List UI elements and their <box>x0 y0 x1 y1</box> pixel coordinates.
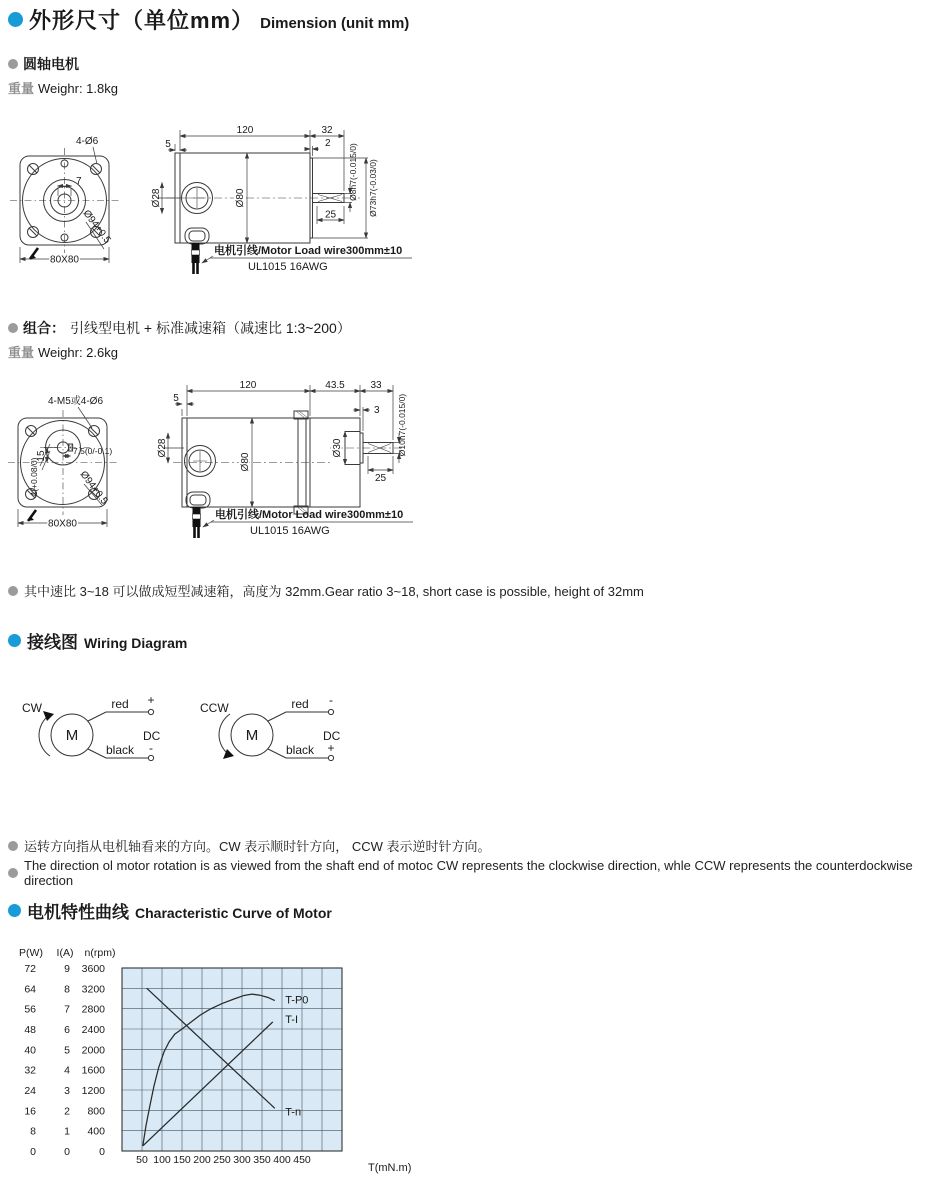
blue-bullet-icon <box>8 634 21 647</box>
dim-label: 2 <box>325 138 331 149</box>
wire-label-line1: 电机引线/Motor Load wire300mm±10 <box>215 509 404 521</box>
y-tick-label: 6 <box>64 1024 70 1036</box>
ccw-dc-label: DC <box>323 729 341 743</box>
dim-label: Ø94+0.5 <box>80 208 113 246</box>
dim-label: 4-M5或4-Ø6 <box>48 396 104 407</box>
y-tick-label: 24 <box>24 1085 36 1097</box>
combination-title-rest: 引线型电机 + 标准减速箱（减速比 1:3~200） <box>70 320 351 336</box>
y-tick-label: 5 <box>64 1044 70 1057</box>
cw-red-wire-label: red <box>111 697 129 711</box>
rotation-note-en <box>8 858 950 888</box>
y-tick-label: 2400 <box>81 1024 105 1036</box>
dim-label: 15 <box>36 450 47 462</box>
cw-label: CW <box>22 701 42 715</box>
rotation-note-zh-text: 运转方向指从电机轴看来的方向。CW 表示顺时针方向， CCW 表示逆时针方向。 <box>24 839 491 854</box>
dim-label: 120 <box>236 125 254 136</box>
section-title-zh: 外形尺寸（单位mm） <box>29 8 255 33</box>
y-tick-label: 3 <box>64 1085 70 1097</box>
section-dimension-header <box>8 4 409 35</box>
x-tick-label: 100 <box>153 1154 171 1166</box>
dim-label: 7 <box>76 176 82 187</box>
weight-line-2 <box>8 342 118 361</box>
y-tick-label: 0 <box>30 1146 36 1158</box>
y-tick-label: 40 <box>24 1044 36 1057</box>
side-view-wire <box>185 228 209 274</box>
dim-label: Ø80 <box>240 452 251 472</box>
weight-label: 重量 <box>8 81 35 96</box>
y-tick-label: 72 <box>24 963 36 975</box>
blue-bullet-icon <box>8 12 23 27</box>
x-tick-label: 300 <box>233 1154 251 1166</box>
wiring-title-en: Wiring Diagram <box>84 635 188 651</box>
ccw-minus-terminal: - <box>329 693 333 707</box>
y-tick-label: 4 <box>64 1064 70 1077</box>
characteristic-curve-chart <box>0 938 480 1182</box>
ccw-red-wire-label: red <box>291 697 309 711</box>
y-tick-label: 3600 <box>81 963 105 975</box>
dim-label: 43.5 <box>325 380 345 391</box>
dim-label: 5 <box>165 139 171 150</box>
dim-label: 4(+0.08/0) <box>29 457 39 497</box>
dim-label: Ø30 <box>332 438 343 458</box>
y-tick-label: 16 <box>24 1105 36 1118</box>
wire-label-line2: UL1015 16AWG <box>248 261 328 273</box>
rotation-note-zh <box>8 836 491 855</box>
y-tick-label: 1600 <box>81 1064 105 1077</box>
weight-value: Weighr: 1.8kg <box>38 81 118 96</box>
ccw-black-wire-label: black <box>285 743 315 757</box>
dim-label: 120 <box>239 380 257 391</box>
section-wiring-header <box>8 628 187 653</box>
wiring-ccw-circuit <box>219 709 334 760</box>
y-axis-title: n(rpm) <box>84 947 116 959</box>
dim-label: 80X80 <box>48 518 77 530</box>
y-axis-title: P(W) <box>19 947 43 959</box>
y-tick-label: 0 <box>99 1146 105 1158</box>
y-tick-label: 48 <box>24 1024 36 1036</box>
dim-label: Ø80 <box>235 188 246 208</box>
dim-label: Ø28 <box>157 438 168 458</box>
y-tick-label: 1200 <box>81 1085 105 1097</box>
section-title-en: Dimension (unit mm) <box>260 15 410 32</box>
y-tick-label: 800 <box>87 1105 105 1118</box>
ccw-motor-label: M <box>245 727 259 744</box>
rotation-note-en-text: The direction ol motor rotation is as viewed from the shaft end of motoc CW represents the clockwise direction, whle CCW represents the counterdockwise direction <box>24 858 913 888</box>
y-tick-label: 32 <box>24 1064 36 1077</box>
cw-minus-terminal: - <box>149 741 153 755</box>
dim-label: 3 <box>374 405 380 416</box>
section-curve-header <box>8 898 332 923</box>
dim-label: 4-Ø6 <box>76 136 99 147</box>
dim-label: 25 <box>374 473 387 484</box>
wire-label-line2: UL1015 16AWG <box>250 525 330 537</box>
x-tick-label: 250 <box>213 1154 231 1166</box>
dim-label: 33 <box>370 380 382 391</box>
y-axis-title: I(A) <box>56 947 74 959</box>
wire-label-line1: 电机引线/Motor Load wire300mm±10 <box>214 245 403 257</box>
subsection-combination <box>8 318 351 338</box>
gear-ratio-note-text: 其中速比 3~18 可以做成短型减速箱，高度为 32mm.Gear ratio 3~18, short case is possible, height of 32mm <box>24 584 644 599</box>
y-tick-label: 2000 <box>81 1044 105 1057</box>
y-tick-label: 56 <box>24 1003 36 1016</box>
dim-label: 5 <box>173 393 179 404</box>
curve-title-en: Characteristic Curve of Motor <box>135 905 332 921</box>
x-axis-title: T(mN.m) <box>368 1162 412 1174</box>
ccw-plus-terminal: + <box>327 741 335 755</box>
x-tick-label: 150 <box>173 1154 191 1166</box>
side-view-wire <box>186 492 210 538</box>
dim-label: 25 <box>324 209 337 221</box>
gray-bullet-icon <box>8 868 18 878</box>
drawing-round-shaft-motor <box>0 120 470 300</box>
gear-ratio-note <box>8 581 644 600</box>
cw-plus-terminal: + <box>147 693 155 707</box>
dim-label: Ø8h7(-0.015/0) <box>348 143 358 201</box>
y-tick-label: 8 <box>30 1125 36 1138</box>
weight-value: Weighr: 2.6kg <box>38 345 118 360</box>
dim-label: Ø10h7(-0.015/0) <box>397 393 407 457</box>
y-tick-label: 2 <box>64 1105 70 1118</box>
y-tick-label: 8 <box>64 983 70 996</box>
wiring-cw-circuit <box>39 709 154 760</box>
weight-label: 重量 <box>8 345 35 360</box>
y-tick-label: 9 <box>64 963 70 975</box>
dim-label: 32 <box>321 125 333 136</box>
series-label-T-I: T-I <box>285 1013 299 1026</box>
y-tick-label: 0 <box>64 1146 70 1158</box>
weight-line-1 <box>8 78 118 97</box>
series-label-T-P0: T-P0 <box>285 994 309 1007</box>
side-view-centerlines <box>173 448 405 463</box>
cw-motor-label: M <box>65 727 79 744</box>
gray-bullet-icon <box>8 841 18 851</box>
x-tick-label: 400 <box>273 1154 291 1166</box>
subsection-round-shaft <box>8 54 79 74</box>
combination-title-bold: 组合： <box>23 320 65 336</box>
dim-label: 7.5(0/-0.1) <box>73 446 113 456</box>
blue-bullet-icon <box>8 904 21 917</box>
y-tick-label: 2800 <box>81 1003 105 1016</box>
y-tick-label: 1 <box>64 1125 70 1138</box>
x-tick-label: 350 <box>253 1154 271 1166</box>
x-tick-label: 450 <box>293 1154 311 1166</box>
dim-label: Ø94+0.5 <box>77 469 110 507</box>
y-tick-label: 400 <box>87 1125 105 1138</box>
gray-bullet-icon <box>8 586 18 596</box>
drawing-motor-gearbox <box>0 375 470 565</box>
ccw-label: CCW <box>200 701 229 715</box>
x-tick-label: 200 <box>193 1154 211 1166</box>
y-tick-label: 64 <box>24 983 36 996</box>
cw-black-wire-label: black <box>105 743 135 757</box>
wiring-title-zh: 接线图 <box>27 633 78 652</box>
x-tick-label: 50 <box>136 1154 148 1166</box>
round-shaft-title: 圆轴电机 <box>23 56 79 72</box>
curve-title-zh: 电机特性曲线 <box>27 903 129 922</box>
dim-label: Ø73h7(-0.03/0) <box>368 159 378 217</box>
dim-label: Ø28 <box>151 188 162 208</box>
y-tick-label: 3200 <box>81 983 105 996</box>
dim-label: 80X80 <box>50 254 79 266</box>
y-tick-label: 7 <box>64 1003 70 1016</box>
series-label-T-n: T-n <box>285 1106 302 1119</box>
gray-bullet-icon <box>8 59 18 69</box>
cw-dc-label: DC <box>143 729 161 743</box>
wiring-diagram <box>0 690 400 800</box>
gray-bullet-icon <box>8 323 18 333</box>
